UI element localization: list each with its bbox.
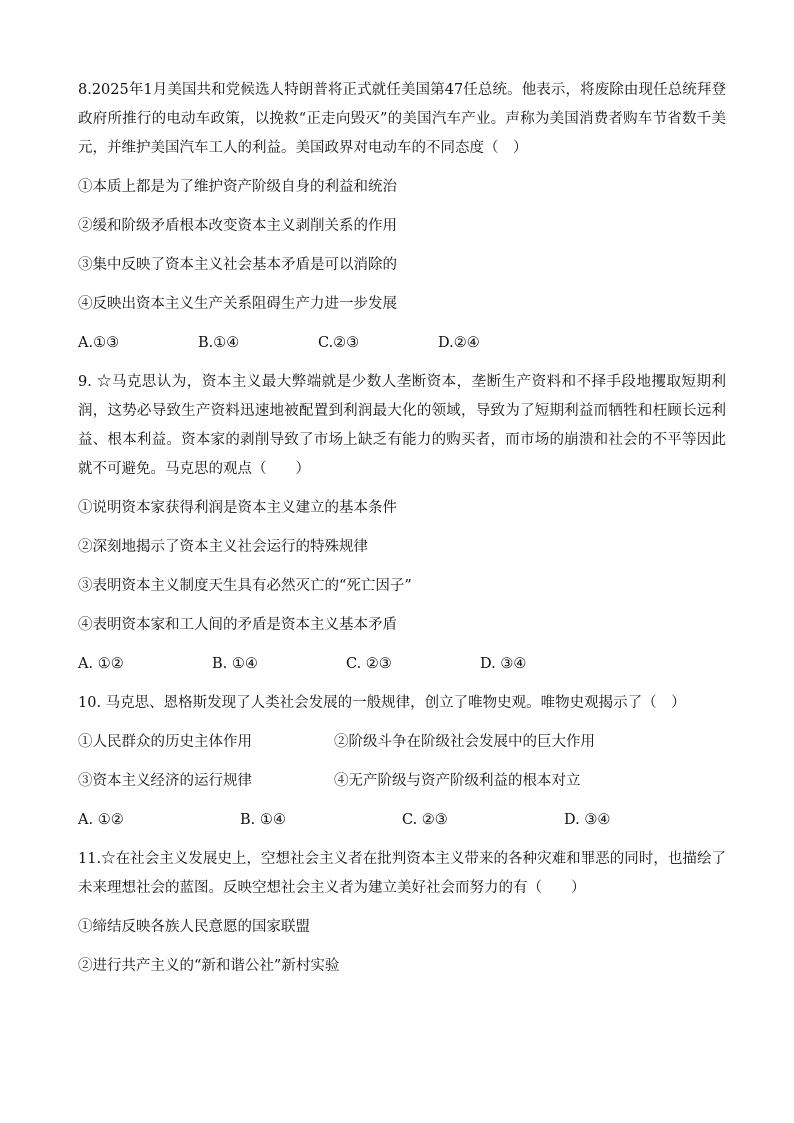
question-10-option-4: ④无产阶级与资产阶级利益的根本对立 (334, 773, 581, 789)
question-10-choice-d: D. ③④ (564, 812, 611, 828)
question-8-option-1: ①本质上都是为了维护资产阶级自身的利益和统治 (78, 179, 397, 195)
question-10-choice-a: A. ①② (78, 812, 124, 828)
question-10-option-3: ③资本主义经济的运行规律 (78, 773, 252, 789)
question-8 (78, 76, 726, 358)
question-9 (78, 368, 726, 679)
question-8-choice-a: A.①③ (78, 335, 120, 351)
question-9-option-3: ③表明资本主义制度天生具有必然灭亡的“死亡因子” (78, 578, 412, 594)
question-8-choice-b: B.①④ (198, 335, 240, 351)
question-10-stem: 10. 马克思、恩格斯发现了人类社会发展的一般规律，创立了唯物史观。唯物史观揭示了（ ） (78, 695, 686, 711)
question-10-options-row-2 (78, 767, 726, 796)
question-9-choice-a: A. ①② (78, 656, 124, 672)
question-10 (78, 689, 726, 835)
question-8-option-2: ②缓和阶级矛盾根本改变资本主义剥削关系的作用 (78, 218, 397, 234)
question-9-choice-c: C. ②③ (346, 656, 392, 672)
question-11 (78, 845, 726, 981)
question-9-choice-b: B. ①④ (212, 656, 258, 672)
question-9-option-1: ①说明资本家获得利润是资本主义建立的基本条件 (78, 500, 397, 516)
question-11-option-2: ②进行共产主义的“新和谐公社”新村实验 (78, 958, 340, 974)
question-9-option-2: ②深刻地揭示了资本主义社会运行的特殊规律 (78, 539, 368, 555)
question-10-option-1: ①人民群众的历史主体作用 (78, 734, 252, 750)
question-11-stem: 11.☆在社会主义发展史上，空想社会主义者在批判资本主义带来的各种灾难和罪恶的同时，也描绘了未来理想社会的蓝图。反映空想社会主义者为建立美好社会而努力的有（ ） (78, 851, 726, 896)
question-10-options-row-1 (78, 728, 726, 757)
question-10-choice-c: C. ②③ (402, 812, 448, 828)
question-8-choice-c: C.②③ (318, 335, 360, 351)
question-9-option-4: ④表明资本家和工人间的矛盾是资本主义基本矛盾 (78, 617, 397, 633)
question-8-choice-d: D.②④ (438, 335, 480, 351)
question-9-choices (78, 650, 726, 679)
question-8-choices (78, 329, 726, 358)
question-8-stem: 8.2025年1月美国共和党候选人特朗普将正式就任美国第47任总统。他表示，将废除由现任总统拜登政府所推行的电动车政策，以挽救“正走向毁灭”的美国汽车产业。声称为美国消费者购车节省数千美元，并维护美国汽车工人的利益。美国政界对电动车的不同态度（ ） (78, 82, 726, 156)
question-10-choice-b: B. ①④ (240, 812, 286, 828)
question-8-option-3: ③集中反映了资本主义社会基本矛盾是可以消除的 (78, 257, 397, 273)
question-11-option-1: ①缔结反映各族人民意愿的国家联盟 (78, 919, 310, 935)
question-10-choices (78, 806, 726, 835)
question-10-option-2: ②阶级斗争在阶级社会发展中的巨大作用 (334, 734, 595, 750)
exam-page (78, 76, 726, 981)
question-8-option-4: ④反映出资本主义生产关系阻碍生产力进一步发展 (78, 296, 397, 312)
question-9-stem: 9. ☆马克思认为，资本主义最大弊端就是少数人垄断资本，垄断生产资料和不择手段地攫取短期利润，这势必导致生产资料迅速地被配置到利润最大化的领域，导致为了短期利益而牺牲和枉顾长远利益、根本利益。资本家的剥削导致了市场上缺乏有能力的购买者，而市场的崩溃和社会的不平等因此就不可避免。马克思的观点（ ） (78, 374, 726, 477)
question-9-choice-d: D. ③④ (480, 656, 527, 672)
